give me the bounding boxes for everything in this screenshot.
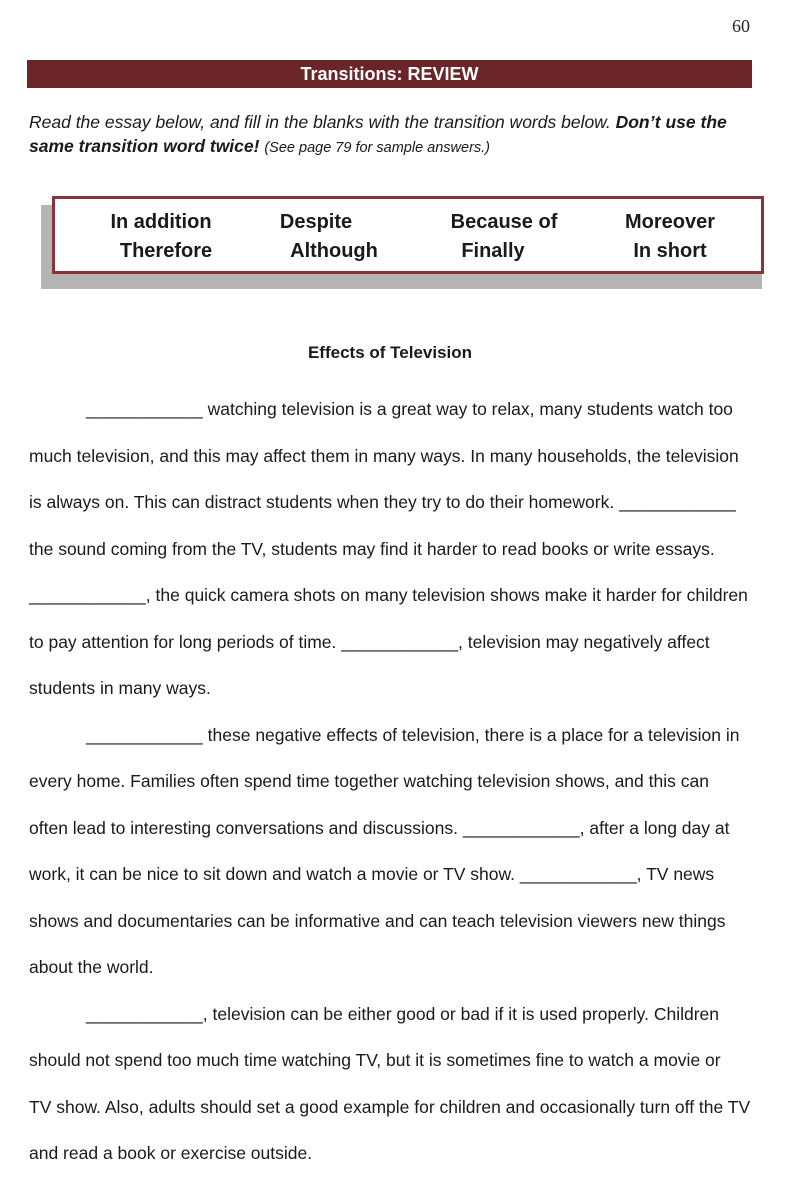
essay-line: much television, and this may affect them in many ways. In many households, the television — [29, 445, 739, 466]
essay-line: ____________ these negative effects of television, there is a place for a television in — [86, 724, 740, 745]
word-bank-item: Although — [290, 240, 378, 262]
section-title: Transitions: REVIEW — [27, 60, 752, 88]
essay-line: ____________, the quick camera shots on many television shows make it harder for children — [29, 585, 748, 605]
essay-line: should not spend too much time watching TV, but it is sometimes fine to watch a movie or — [29, 1050, 721, 1070]
word-bank-item: Despite — [279, 211, 353, 233]
essay-line: often lead to interesting conversations and discussions. ____________, after a long day at — [29, 817, 730, 838]
essay-line: shows and documentaries can be informative and can teach television viewers new things — [29, 910, 726, 931]
essay-line: ____________ watching television is a great way to relax, many students watch too — [86, 399, 733, 419]
essay-line: ____________, television can be either good or bad if it is used properly. Children — [86, 1003, 720, 1024]
essay-line: the sound coming from the TV, students may find it harder to read books or write essays. — [29, 538, 715, 559]
word-bank-item: Therefore — [119, 240, 213, 262]
essay-line: about the world. — [29, 957, 154, 977]
essay-line: every home. Families often spend time together watching television shows, and this can — [29, 771, 709, 791]
essay-line: TV show. Also, adults should set a good example for children and occasionally turn off the TV — [29, 1096, 751, 1117]
instructions-emphasis: Don’t use the same transition word twice! — [29, 112, 727, 156]
word-bank-item: Because of — [450, 211, 558, 233]
instructions-text: Read the essay below, and fill in the blanks with the transition words below. — [29, 112, 616, 132]
essay-line: and read a book or exercise outside. — [29, 1143, 313, 1163]
essay-line: to pay attention for long periods of time. ____________, television may negatively affect — [29, 631, 710, 652]
essay-paragraph-2 — [29, 712, 774, 991]
essay-line: students in many ways. — [29, 678, 211, 698]
word-bank-item: Moreover — [624, 211, 716, 233]
essay-title: Effects of Television — [307, 343, 473, 362]
essay-paragraph-3 — [29, 991, 774, 1177]
word-bank-item: In short — [633, 240, 707, 262]
page-number: 60 — [732, 16, 750, 36]
word-bank-item: Finally — [461, 240, 525, 262]
essay-line: work, it can be nice to sit down and watch a movie or TV show. ____________, TV news — [29, 864, 715, 884]
instructions-note: (See page 79 for sample answers.) — [264, 140, 491, 156]
word-bank — [52, 196, 764, 274]
word-bank-item: In addition — [110, 211, 212, 233]
instructions — [29, 110, 769, 160]
essay-paragraph-1 — [29, 386, 774, 712]
essay-body — [29, 386, 774, 1177]
essay-line: is always on. This can distract students when they try to do their homework. ____________ — [29, 492, 736, 512]
